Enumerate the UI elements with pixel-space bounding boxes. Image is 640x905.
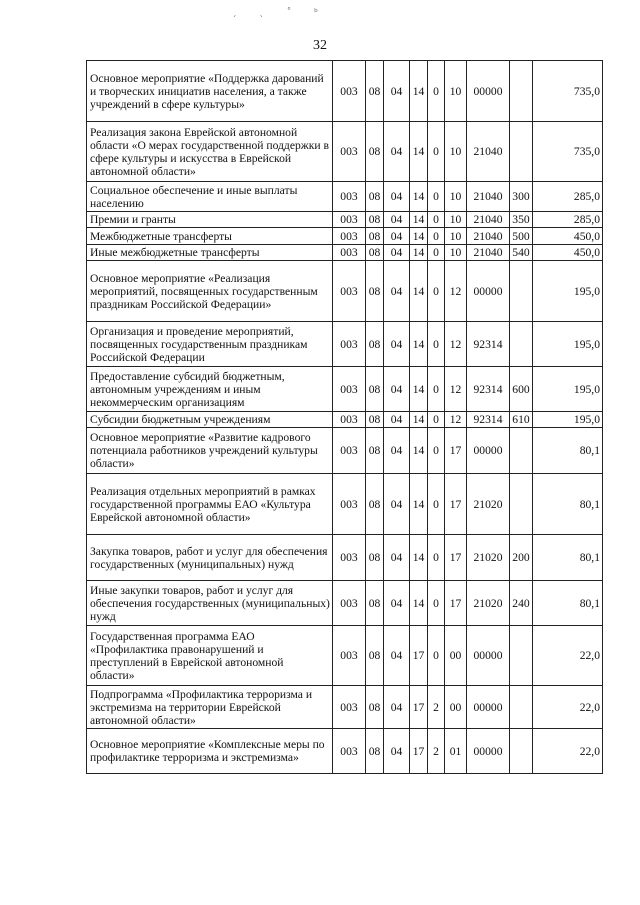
row-ved-code: 003	[333, 122, 366, 182]
row-subsection-code: 04	[384, 322, 410, 367]
row-direction-code: 21040	[467, 212, 510, 228]
row-program-code: 14	[410, 535, 428, 581]
row-direction-code: 92314	[467, 367, 510, 412]
row-amount: 195,0	[533, 322, 603, 367]
row-subprogram-code: 0	[428, 228, 445, 245]
row-name-cell: Основное мероприятие «Развитие кадрового потенциала работников учреждений культуры области»	[87, 428, 333, 474]
row-subsection-code: 04	[384, 261, 410, 322]
row-direction-code: 21040	[467, 182, 510, 212]
row-subprogram-code: 0	[428, 581, 445, 626]
row-subprogram-code: 0	[428, 61, 445, 122]
row-event-code: 12	[445, 367, 467, 412]
table-row	[87, 535, 603, 581]
row-expense-type-code	[510, 122, 533, 182]
row-expense-type-code	[510, 261, 533, 322]
row-section-code: 08	[366, 212, 384, 228]
row-ved-code: 003	[333, 412, 366, 428]
row-name-cell: Социальное обеспечение и иные выплаты населению	[87, 182, 333, 212]
row-amount: 450,0	[533, 228, 603, 245]
row-subsection-code: 04	[384, 729, 410, 774]
row-program-code: 17	[410, 729, 428, 774]
row-expense-type-code	[510, 322, 533, 367]
row-program-code: 14	[410, 228, 428, 245]
row-direction-code: 00000	[467, 261, 510, 322]
row-section-code: 08	[366, 535, 384, 581]
row-amount: 80,1	[533, 428, 603, 474]
row-name-cell: Государственная программа ЕАО «Профилактика правонарушений и преступлений в Еврейской автономной области»	[87, 626, 333, 686]
row-subsection-code: 04	[384, 535, 410, 581]
row-program-code: 14	[410, 182, 428, 212]
row-direction-code: 00000	[467, 686, 510, 729]
row-section-code: 08	[366, 61, 384, 122]
row-subsection-code: 04	[384, 61, 410, 122]
row-direction-code: 21020	[467, 474, 510, 535]
row-ved-code: 003	[333, 261, 366, 322]
row-subprogram-code: 0	[428, 367, 445, 412]
row-direction-code: 00000	[467, 626, 510, 686]
row-direction-code: 00000	[467, 428, 510, 474]
row-amount: 22,0	[533, 626, 603, 686]
row-event-code: 17	[445, 474, 467, 535]
table-row	[87, 581, 603, 626]
row-subprogram-code: 0	[428, 322, 445, 367]
row-subprogram-code: 2	[428, 729, 445, 774]
budget-table-body	[87, 61, 603, 774]
row-name-cell: Основное мероприятие «Комплексные меры по профилактике терроризма и экстремизма»	[87, 729, 333, 774]
row-name-cell: Реализация закона Еврейской автономной области «О мерах государственной поддержки в сфере культуры и искусства в Еврейской автономной области»	[87, 122, 333, 182]
row-amount: 735,0	[533, 122, 603, 182]
row-ved-code: 003	[333, 474, 366, 535]
row-program-code: 14	[410, 212, 428, 228]
table-row	[87, 412, 603, 428]
row-program-code: 14	[410, 122, 428, 182]
row-program-code: 14	[410, 245, 428, 261]
row-name-cell: Межбюджетные трансферты	[87, 228, 333, 245]
row-name-cell: Предоставление субсидий бюджетным, автономным учреждениям и иным некоммерческим организациям	[87, 367, 333, 412]
table-row	[87, 182, 603, 212]
row-subsection-code: 04	[384, 428, 410, 474]
row-ved-code: 003	[333, 212, 366, 228]
row-name-cell: Подпрограмма «Профилактика терроризма и экстремизма на территории Еврейской автономной области»	[87, 686, 333, 729]
row-subsection-code: 04	[384, 245, 410, 261]
row-amount: 195,0	[533, 261, 603, 322]
page-number: 32	[313, 38, 327, 53]
row-expense-type-code	[510, 61, 533, 122]
row-event-code: 10	[445, 245, 467, 261]
row-amount: 450,0	[533, 245, 603, 261]
row-name-cell: Основное мероприятие «Реализация мероприятий, посвященных государственным праздникам Российской Федерации»	[87, 261, 333, 322]
row-event-code: 17	[445, 581, 467, 626]
row-direction-code: 21040	[467, 228, 510, 245]
row-direction-code: 00000	[467, 729, 510, 774]
row-name-cell: Премии и гранты	[87, 212, 333, 228]
row-name-cell: Основное мероприятие «Поддержка дарований и творческих инициатив населения, а также учреждений в сфере культуры»	[87, 61, 333, 122]
row-event-code: 17	[445, 428, 467, 474]
scan-artifact-marks: ˏ ˎ ˚ ᵇ	[232, 8, 328, 18]
row-subsection-code: 04	[384, 581, 410, 626]
table-row	[87, 122, 603, 182]
row-ved-code: 003	[333, 535, 366, 581]
row-subprogram-code: 0	[428, 182, 445, 212]
row-ved-code: 003	[333, 322, 366, 367]
table-row	[87, 686, 603, 729]
row-program-code: 14	[410, 367, 428, 412]
table-row	[87, 474, 603, 535]
table-row	[87, 729, 603, 774]
row-program-code: 14	[410, 428, 428, 474]
row-expense-type-code: 240	[510, 581, 533, 626]
row-name-cell: Организация и проведение мероприятий, посвященных государственным праздникам Российской Федерации	[87, 322, 333, 367]
row-event-code: 01	[445, 729, 467, 774]
row-name-cell: Иные закупки товаров, работ и услуг для обеспечения государственных (муниципальных) нужд	[87, 581, 333, 626]
row-section-code: 08	[366, 428, 384, 474]
table-row	[87, 228, 603, 245]
row-subprogram-code: 0	[428, 245, 445, 261]
row-name-cell: Иные межбюджетные трансферты	[87, 245, 333, 261]
row-subsection-code: 04	[384, 686, 410, 729]
row-direction-code: 21040	[467, 122, 510, 182]
table-row	[87, 322, 603, 367]
row-ved-code: 003	[333, 686, 366, 729]
row-ved-code: 003	[333, 228, 366, 245]
row-subsection-code: 04	[384, 122, 410, 182]
row-subprogram-code: 0	[428, 626, 445, 686]
row-ved-code: 003	[333, 182, 366, 212]
row-event-code: 12	[445, 412, 467, 428]
row-event-code: 10	[445, 212, 467, 228]
row-expense-type-code: 540	[510, 245, 533, 261]
table-row	[87, 367, 603, 412]
row-section-code: 08	[366, 686, 384, 729]
table-row	[87, 212, 603, 228]
row-name-cell: Закупка товаров, работ и услуг для обеспечения государственных (муниципальных) нужд	[87, 535, 333, 581]
row-event-code: 10	[445, 228, 467, 245]
row-expense-type-code: 350	[510, 212, 533, 228]
table-row	[87, 428, 603, 474]
row-expense-type-code: 300	[510, 182, 533, 212]
row-subsection-code: 04	[384, 212, 410, 228]
row-expense-type-code: 600	[510, 367, 533, 412]
row-program-code: 14	[410, 322, 428, 367]
row-section-code: 08	[366, 122, 384, 182]
row-ved-code: 003	[333, 581, 366, 626]
row-subsection-code: 04	[384, 182, 410, 212]
row-ved-code: 003	[333, 367, 366, 412]
row-expense-type-code: 610	[510, 412, 533, 428]
row-direction-code: 21040	[467, 245, 510, 261]
row-subsection-code: 04	[384, 474, 410, 535]
row-section-code: 08	[366, 245, 384, 261]
row-ved-code: 003	[333, 729, 366, 774]
row-section-code: 08	[366, 367, 384, 412]
row-subsection-code: 04	[384, 626, 410, 686]
row-name-cell: Субсидии бюджетным учреждениям	[87, 412, 333, 428]
row-expense-type-code	[510, 626, 533, 686]
row-subprogram-code: 0	[428, 412, 445, 428]
row-event-code: 10	[445, 182, 467, 212]
row-section-code: 08	[366, 412, 384, 428]
row-subprogram-code: 0	[428, 122, 445, 182]
row-amount: 22,0	[533, 686, 603, 729]
row-event-code: 00	[445, 626, 467, 686]
row-direction-code: 21020	[467, 581, 510, 626]
row-ved-code: 003	[333, 245, 366, 261]
row-name-cell: Реализация отдельных мероприятий в рамках государственной программы ЕАО «Культура Еврейской автономной области»	[87, 474, 333, 535]
table-row	[87, 61, 603, 122]
row-amount: 195,0	[533, 367, 603, 412]
row-event-code: 17	[445, 535, 467, 581]
row-ved-code: 003	[333, 61, 366, 122]
row-subsection-code: 04	[384, 412, 410, 428]
row-direction-code: 92314	[467, 322, 510, 367]
row-expense-type-code	[510, 686, 533, 729]
row-program-code: 14	[410, 474, 428, 535]
row-program-code: 17	[410, 626, 428, 686]
row-direction-code: 00000	[467, 61, 510, 122]
row-event-code: 12	[445, 322, 467, 367]
row-amount: 80,1	[533, 474, 603, 535]
row-section-code: 08	[366, 228, 384, 245]
row-direction-code: 92314	[467, 412, 510, 428]
row-expense-type-code	[510, 474, 533, 535]
row-section-code: 08	[366, 729, 384, 774]
row-subprogram-code: 0	[428, 212, 445, 228]
row-amount: 22,0	[533, 729, 603, 774]
table-row	[87, 261, 603, 322]
row-subprogram-code: 0	[428, 428, 445, 474]
row-expense-type-code: 500	[510, 228, 533, 245]
row-program-code: 14	[410, 412, 428, 428]
row-subprogram-code: 0	[428, 474, 445, 535]
row-subprogram-code: 2	[428, 686, 445, 729]
row-section-code: 08	[366, 261, 384, 322]
row-direction-code: 21020	[467, 535, 510, 581]
row-section-code: 08	[366, 581, 384, 626]
table-row	[87, 626, 603, 686]
row-event-code: 12	[445, 261, 467, 322]
row-amount: 285,0	[533, 182, 603, 212]
row-expense-type-code	[510, 428, 533, 474]
row-amount: 195,0	[533, 412, 603, 428]
row-ved-code: 003	[333, 626, 366, 686]
row-event-code: 00	[445, 686, 467, 729]
row-section-code: 08	[366, 626, 384, 686]
row-section-code: 08	[366, 322, 384, 367]
table-row	[87, 245, 603, 261]
row-amount: 80,1	[533, 535, 603, 581]
row-amount: 735,0	[533, 61, 603, 122]
row-program-code: 17	[410, 686, 428, 729]
row-program-code: 14	[410, 261, 428, 322]
row-subprogram-code: 0	[428, 261, 445, 322]
row-program-code: 14	[410, 61, 428, 122]
row-program-code: 14	[410, 581, 428, 626]
row-section-code: 08	[366, 182, 384, 212]
row-subsection-code: 04	[384, 228, 410, 245]
row-event-code: 10	[445, 61, 467, 122]
row-event-code: 10	[445, 122, 467, 182]
row-amount: 80,1	[533, 581, 603, 626]
row-section-code: 08	[366, 474, 384, 535]
row-subprogram-code: 0	[428, 535, 445, 581]
row-ved-code: 003	[333, 428, 366, 474]
row-subsection-code: 04	[384, 367, 410, 412]
row-amount: 285,0	[533, 212, 603, 228]
row-expense-type-code: 200	[510, 535, 533, 581]
row-expense-type-code	[510, 729, 533, 774]
budget-table	[86, 60, 603, 774]
